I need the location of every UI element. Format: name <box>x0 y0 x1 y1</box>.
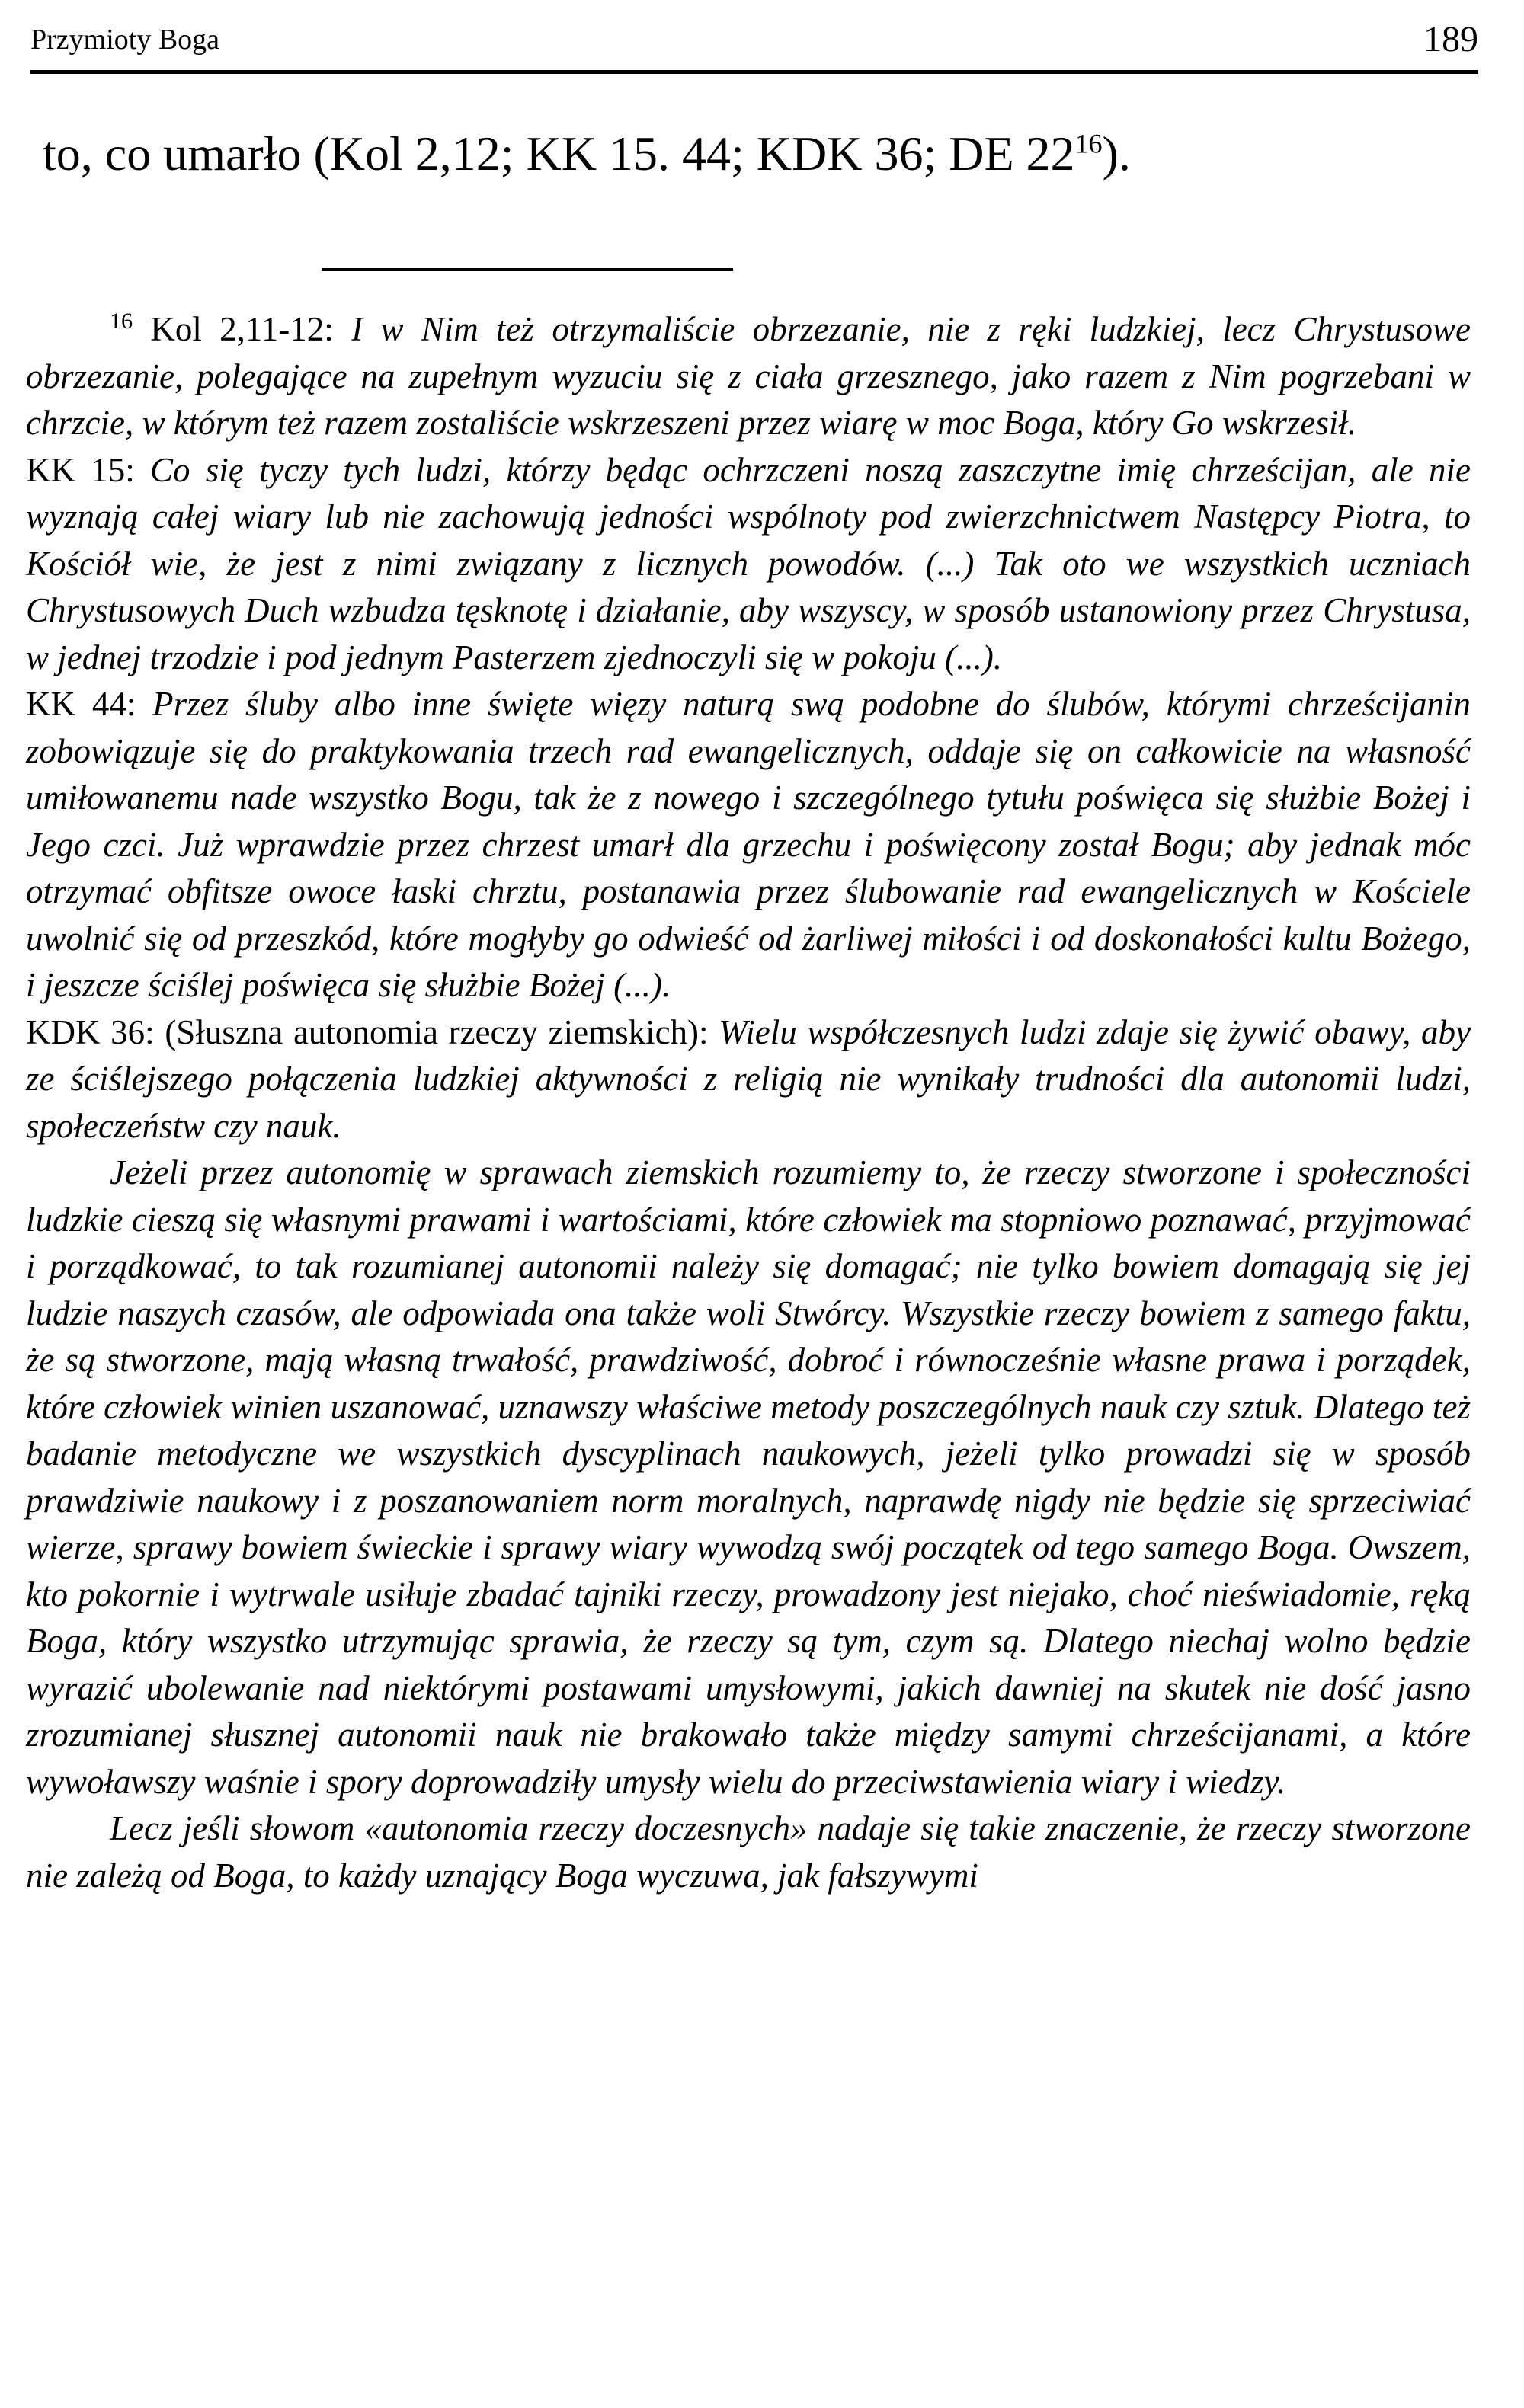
footnote-kdk36 <box>26 1009 1471 1150</box>
footnote-kol-text: I w Nim też otrzymaliście obrzezanie, nie z ręki ludzkiej, lecz Chrystusowe obrzezanie, polegające na zupełnym wyzuciu się z ciała grzesznego, jako razem z Nim pogrzebani w chrzcie, w którym też razem zostaliście wskrzeszeni przez wiarę w moc Boga, który Go wskrzesił. <box>26 310 1471 442</box>
footnote-kol <box>26 306 1471 447</box>
footnote-area <box>26 306 1471 1899</box>
footnote-kk44 <box>26 681 1471 1009</box>
footnote-kk44-label: KK 44: <box>26 685 153 723</box>
footnote-separator <box>322 268 733 271</box>
header-rule <box>30 70 1478 74</box>
footnote-kdk36-label: KDK 36: (Słuszna autonomia rzeczy ziemskich): <box>26 1012 719 1051</box>
page-header <box>30 15 1478 69</box>
footnote-kk15-text: Co się tyczy tych ludzi, którzy będąc ochrzczeni noszą zaszczytne imię chrześcijan, ale nie wyznają całej wiary lub nie zachowują jedności wspólnoty pod zwierzchnictwem Następcy Piotra, to Kościół wie, że jest z nimi związany z licznych powodów. (...) Tak oto we wszystkich uczniach Chrystusowych Duch wzbudza tęsknotę i działanie, aby wszyscy, w sposób ustanowiony przez Chrystusa, w jednej trzodzie i pod jednym Pasterzem zjednoczyli się w pokoju (...). <box>26 450 1471 676</box>
running-head: Przymioty Boga <box>30 24 220 56</box>
footnote-kk44-text: Przez śluby albo inne święte więzy naturą swą podobne do ślubów, którymi chrześcijanin zobowiązuje się do praktykowania trzech rad ewangelicznych, oddaje się on całkowicie na własność umiłowanemu nade wszystko Bogu, tak że z nowego i szczególnego tytułu poświęca się służbie Bożej i Jego czci. Już wprawdzie przez chrzest umarł dla grzechu i poświęcony został Bogu; aby jednak móc otrzymać obfitsze owoce łaski chrztu, postanawia przez ślubowanie rad ewangelicznych w Kościele uwolnić się od przeszkód, które mogłyby go odwieść od żarliwej miłości i od doskonałości kultu Bożego, i jeszcze ściślej poświęca się służbie Bożej (...). <box>26 685 1471 1004</box>
footnote-marker: 16 <box>110 309 133 334</box>
main-text: to, co umarło (Kol 2,12; KK 15. 44; KDK 36; DE 22 <box>43 126 1075 181</box>
main-text-line <box>43 126 1131 182</box>
footnote-kk15 <box>26 447 1471 682</box>
footnote-kol-label: Kol 2,11-12: <box>133 310 352 348</box>
footnote-kdk36-paragraph-2: Jeżeli przez autonomię w sprawach ziemskich rozumiemy to, że rzeczy stworzone i społeczności ludzkie cieszą się własnymi prawami i wartościami, które człowiek ma stopniowo poznawać, przyjmować i porządkować, to tak rozumianej autonomii należy się domagać; nie tylko bowiem domagają się jej ludzie naszych czasów, ale odpowiada ona także woli Stwórcy. Wszystkie rzeczy bowiem z samego faktu, że są stworzone, mają własną trwałość, prawdziwość, dobroć i równocześnie własne prawa i porządek, które człowiek winien uszanować, uznawszy właściwe metody poszczególnych nauk czy sztuk. Dlatego też badanie metodyczne we wszystkich dyscyplinach naukowych, jeżeli tylko prowadzi się w sposób prawdziwie naukowy i z poszanowaniem norm moralnych, naprawdę nigdy nie będzie się sprzeciwiać wierze, sprawy bowiem świeckie i sprawy wiary wywodzą swój początek od tego samego Boga. Owszem, kto pokornie i wytrwale usiłuje zbadać tajniki rzeczy, prowadzony jest niejako, choć nieświadomie, ręką Boga, który wszystko utrzymując sprawia, że rzeczy są tym, czym są. Dlatego niechaj wolno będzie wyrazić ubolewanie nad niektórymi postawami umysłowymi, jakich dawniej na skutek nie dość jasno zrozumianej słusznej autonomii nauk nie brakowało także między samymi chrześcijanami, a które wywoławszy waśnie i spory doprowadziły umysły wielu do przeciwstawienia wiary i wiedzy. <box>26 1153 1471 1801</box>
footnote-kk15-label: KK 15: <box>26 450 151 489</box>
footnote-kdk36-text: Wielu współczesnych ludzi zdaje się żywić obawy, aby ze ściślejszego połączenia ludzkiej aktywności z religią nie wynikały trudności dla autonomii ludzi, społeczeństw czy nauk. <box>26 1012 1471 1145</box>
footnote-kdk36-paragraph-3: Lecz jeśli słowom «autonomia rzeczy doczesnych» nadaje się takie znaczenie, że rzeczy stworzone nie zależą od Boga, to każdy uznający Boga wyczuwa, jak fałszywymi <box>26 1809 1471 1895</box>
main-text-end: ). <box>1102 126 1131 181</box>
footnote-reference: 16 <box>1074 128 1103 159</box>
page-number: 189 <box>1423 19 1478 59</box>
